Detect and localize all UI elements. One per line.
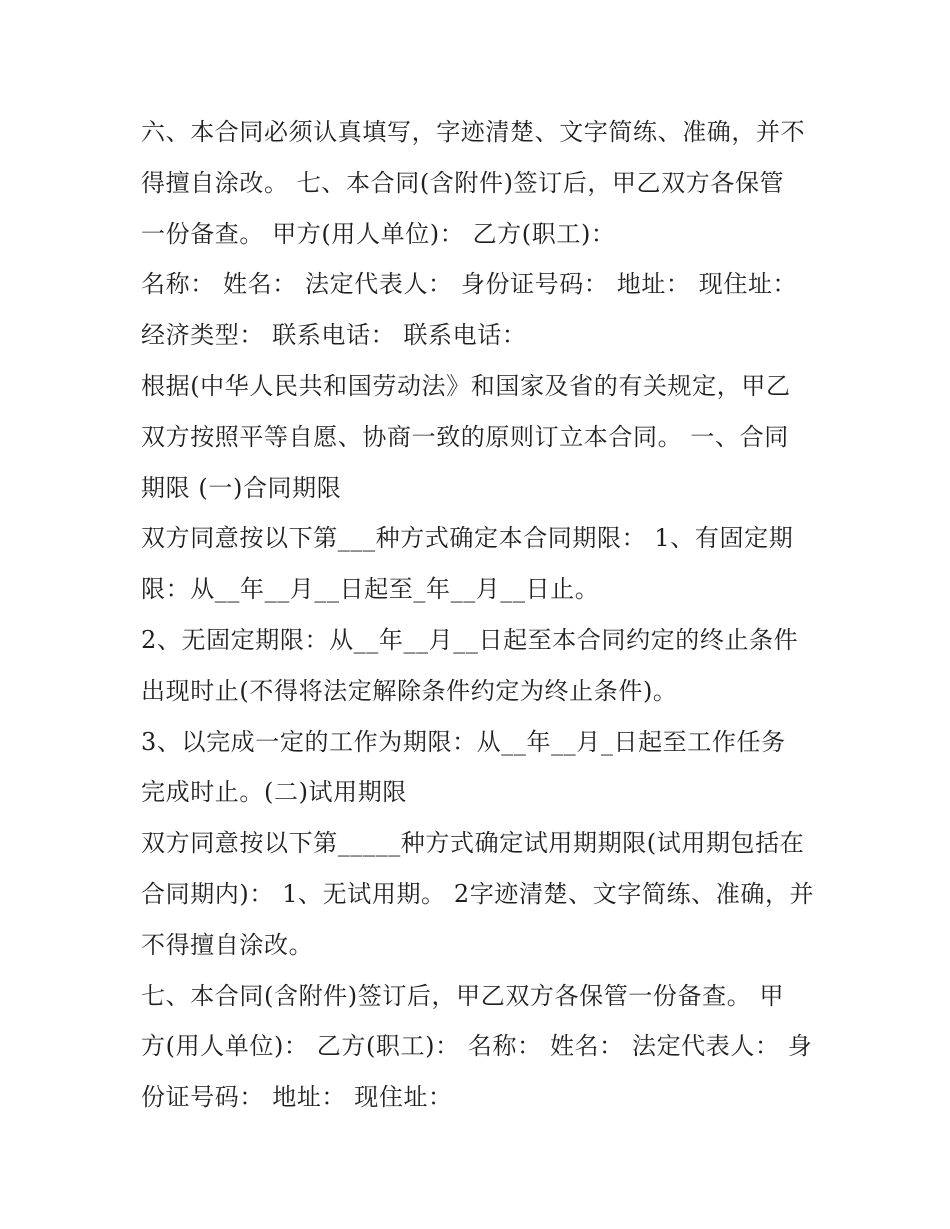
document-body (141, 107, 821, 1123)
text-line: 一份备查。 甲方(用人单位)： 乙方(职工)： (141, 219, 616, 248)
text-line: 2、无固定期限：从__年__月__日起至本合同约定的终止条件 (141, 625, 799, 654)
text-line: 双方同意按以下第_____种方式确定试用期期限(试用期包括在 (141, 829, 805, 858)
text-line: 名称： 姓名： 法定代表人： 身份证号码： 地址： 现住址： (141, 270, 798, 299)
text-line: 不得擅自涂改。 (141, 930, 314, 959)
text-line: 得擅自涂改。 七、本合同(含附件)签订后，甲乙双方各保管 (141, 168, 785, 197)
text-line: 合同期内)： 1、无试用期。 2字迹清楚、文字简练、准确，并 (141, 879, 815, 908)
text-line: 3、以完成一定的工作为期限：从__年__月_日起至工作任务 (141, 727, 786, 756)
text-line: 双方按照平等自愿、协商一致的原则订立本合同。 一、合同 (141, 422, 789, 451)
text-line: 限：从__年__月__日起至_年__月__日止。 (141, 575, 600, 604)
text-line: 出现时止(不得将法定解除条件约定为终止条件)。 (141, 676, 678, 705)
text-line: 七、本合同(含附件)签订后，甲乙双方各保管一份备查。 甲 (141, 981, 785, 1010)
text-line: 根据(中华人民共和国劳动法》和国家及省的有关规定，甲乙 (141, 371, 791, 400)
text-line: 六、本合同必须认真填写，字迹清楚、文字简练、准确，并不 (141, 118, 806, 146)
text-line: 完成时止。(二)试用期限 (141, 778, 407, 807)
text-line: 方(用人单位)： 乙方(职工)： 名称： 姓名： 法定代表人： 身 (141, 1032, 813, 1061)
text-line: 份证号码： 地址： 现住址： (141, 1083, 453, 1112)
text-line: 期限 (一)合同期限 (141, 473, 342, 502)
text-line: 双方同意按以下第___种方式确定本合同期限： 1、有固定期 (141, 524, 794, 553)
text-line: 经济类型： 联系电话： 联系电话： (141, 321, 527, 350)
